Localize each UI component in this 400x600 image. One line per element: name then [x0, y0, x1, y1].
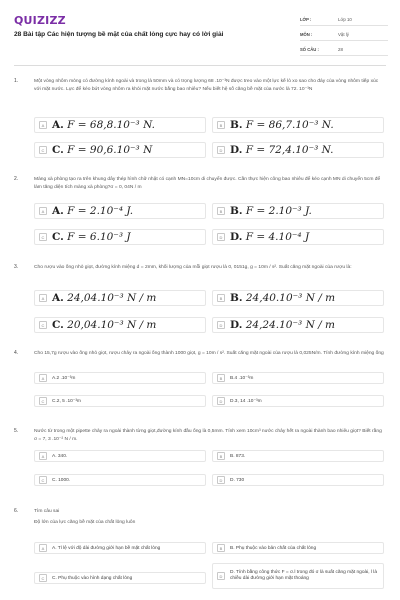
worksheet-title: 28 Bài tập Các hiện tượng bề mặt của chất lỏng cực hay có lời giải [14, 31, 224, 38]
option-text: B. F = 86,7.10⁻³ N. [230, 119, 334, 131]
option-b[interactable] [212, 290, 384, 306]
option-letter: B [217, 294, 225, 302]
header-divider [14, 65, 386, 66]
question-3 [14, 264, 386, 344]
option-letter: C [39, 146, 47, 154]
worksheet-header [0, 0, 400, 64]
question-number: 1. [14, 78, 19, 84]
option-a[interactable] [34, 450, 206, 462]
option-a[interactable] [34, 117, 206, 133]
option-text: B.4 .10⁻³m [230, 375, 254, 381]
option-a[interactable] [34, 372, 206, 384]
option-letter: D [217, 233, 225, 241]
option-letter: C [39, 476, 47, 484]
question-text: Màng xà phòng tạo ra trên khung dây thép hình chữ nhật có cạnh MN=10cm di chuyển được. Cần thực hiện công bao nhiêu để kéo cạnh MN di chuyển 5cm để làm tăng diện tích màng xà phòng?σ = 0, 04N / m [34, 177, 381, 190]
meta-value: Lớp 10 [338, 16, 352, 22]
option-b[interactable] [212, 450, 384, 462]
question-subtext: Độ lớn của lực căng bề mặt của chất lỏng luôn [34, 520, 136, 525]
question-text: Tìm câu sai [34, 509, 60, 514]
option-d[interactable] [212, 229, 384, 245]
question-number: 6. [14, 508, 19, 514]
option-letter: D [217, 476, 225, 484]
option-text: D. F = 4.10⁻⁴ J [230, 231, 310, 243]
option-text: A. F = 2.10⁻⁴ J. [52, 205, 134, 217]
option-text: C. 20,04.10⁻³ N / m [52, 319, 157, 331]
option-c[interactable] [34, 474, 206, 486]
option-text: B. 24,40.10⁻³ N / m [230, 292, 336, 304]
option-a[interactable] [34, 203, 206, 219]
question-number: 2. [14, 176, 19, 182]
question-number: 5. [14, 428, 19, 434]
question-text: Cho rượu vào ống nhỏ giọt, đường kính miệng d = 2mm, khối lượng của mỗi giọt rượu là 0, 0151g, g = 10m / s². Suất căng mặt ngoài của rượu là: [34, 265, 352, 270]
option-text: A. F = 68,8.10⁻³ N. [52, 119, 155, 131]
meta-key: LỚP : [300, 16, 312, 22]
option-letter: A [39, 374, 47, 382]
option-letter: A [39, 294, 47, 302]
option-d[interactable] [212, 142, 384, 158]
question-text: Cho 15,7g rượu vào ống nhỏ giọt, rượu chảy ra ngoài ống thành 1000 giọt, g = 10m / s². Suất căng mặt ngoài của rượu là 0,025N/m. Tính đường kính miệng ống [34, 351, 384, 356]
option-letter: D [217, 397, 225, 405]
option-c[interactable] [34, 572, 206, 584]
quizizz-logo: QUIZIZZ [14, 14, 66, 27]
option-letter: C [39, 321, 47, 329]
option-letter: A [39, 207, 47, 215]
option-d[interactable] [212, 395, 384, 407]
option-letter: D [217, 572, 225, 580]
question-text: Nước từ trong một pipette chảy ra ngoài thành từng giọt,đường kính đầu ống là 0,5mm. Tính xem 10cm³ nước chảy hết ra ngoài thành bao nhiêu giọt? Biết rằng σ = 7, 3 .10⁻² N / m. [34, 429, 382, 442]
option-letter: B [217, 374, 225, 382]
option-letter: B [217, 121, 225, 129]
meta-row-class [300, 13, 388, 26]
option-text: D.3, 14 .10⁻³m [230, 398, 262, 404]
option-letter: A [39, 544, 47, 552]
option-letter: B [217, 544, 225, 552]
option-text: D. 24,24.10⁻³ N / m [230, 319, 335, 331]
option-text: C. F = 90,6.10⁻³ N [52, 144, 153, 156]
option-letter: B [217, 207, 225, 215]
option-d[interactable] [212, 474, 384, 486]
option-b[interactable] [212, 203, 384, 219]
worksheet-meta [300, 13, 388, 58]
option-c[interactable] [34, 395, 206, 407]
option-letter: B [217, 452, 225, 460]
meta-value: 28 [338, 46, 343, 52]
option-b[interactable] [212, 117, 384, 133]
option-text: D. 730 [230, 477, 245, 483]
option-letter: C [39, 574, 47, 582]
option-text: A.2 .10⁻³m [52, 375, 76, 381]
option-text: D. F = 72,4.10⁻³ N. [230, 144, 334, 156]
option-letter: D [217, 146, 225, 154]
question-5 [14, 428, 386, 498]
option-letter: C [39, 233, 47, 241]
option-letter: A [39, 121, 47, 129]
option-text: B. Phụ thuộc vào bản chất của chất lỏng [230, 545, 317, 551]
meta-row-subject [300, 28, 388, 41]
meta-value: Vật lý [338, 31, 349, 37]
option-text: C.2, 5 .10⁻³m [52, 398, 81, 404]
option-text: A. Tỉ lệ với độ dài đường giới hạn bề mặt chất lỏng [52, 545, 161, 551]
option-d[interactable] [212, 317, 384, 333]
option-text: B. F = 2.10⁻³ J. [230, 205, 312, 217]
option-d[interactable] [212, 563, 384, 589]
option-c[interactable] [34, 229, 206, 245]
option-c[interactable] [34, 317, 206, 333]
question-6 [14, 508, 386, 598]
meta-key: MÔN : [300, 31, 313, 37]
option-b[interactable] [212, 372, 384, 384]
option-letter: A [39, 452, 47, 460]
option-text: C. F = 6.10⁻³ J [52, 231, 131, 243]
question-1 [14, 78, 386, 168]
option-text: D. Tính bằng công thức F = σ.l trong đó σ là suất căng mặt ngoài, l là chiều dài đường giới hạn mặt thoáng [230, 570, 378, 581]
question-2 [14, 176, 386, 258]
option-c[interactable] [34, 142, 206, 158]
option-text: B. 873. [230, 453, 246, 459]
question-text: Một vòng nhôm mỏng có đường kính ngoài và trong là 50mm và có trọng lượng 68 .10⁻³N được treo vào một lực kế lò xo sao cho đáy của vòng nhôm tiếp xúc với mặt nước. Lực để kéo bứt vòng nhôm ra khỏi mặt nước bằng bao nhiêu? Nếu biết hệ số căng bề mặt của nước là 72. 10⁻³N [34, 79, 379, 92]
question-number: 3. [14, 264, 19, 270]
option-text: A. 340. [52, 453, 68, 459]
question-4 [14, 350, 386, 420]
option-text: C. 1000. [52, 477, 71, 483]
option-a[interactable] [34, 542, 206, 554]
option-letter: C [39, 397, 47, 405]
option-b[interactable] [212, 542, 384, 554]
option-text: C. Phụ thuộc vào hình dạng chất lỏng [52, 575, 133, 581]
option-letter: D [217, 321, 225, 329]
meta-row-count [300, 43, 388, 56]
option-text: A. 24,04.10⁻³ N / m [52, 292, 157, 304]
option-a[interactable] [34, 290, 206, 306]
question-number: 4. [14, 350, 19, 356]
meta-key: SỐ CÂU : [300, 46, 319, 52]
